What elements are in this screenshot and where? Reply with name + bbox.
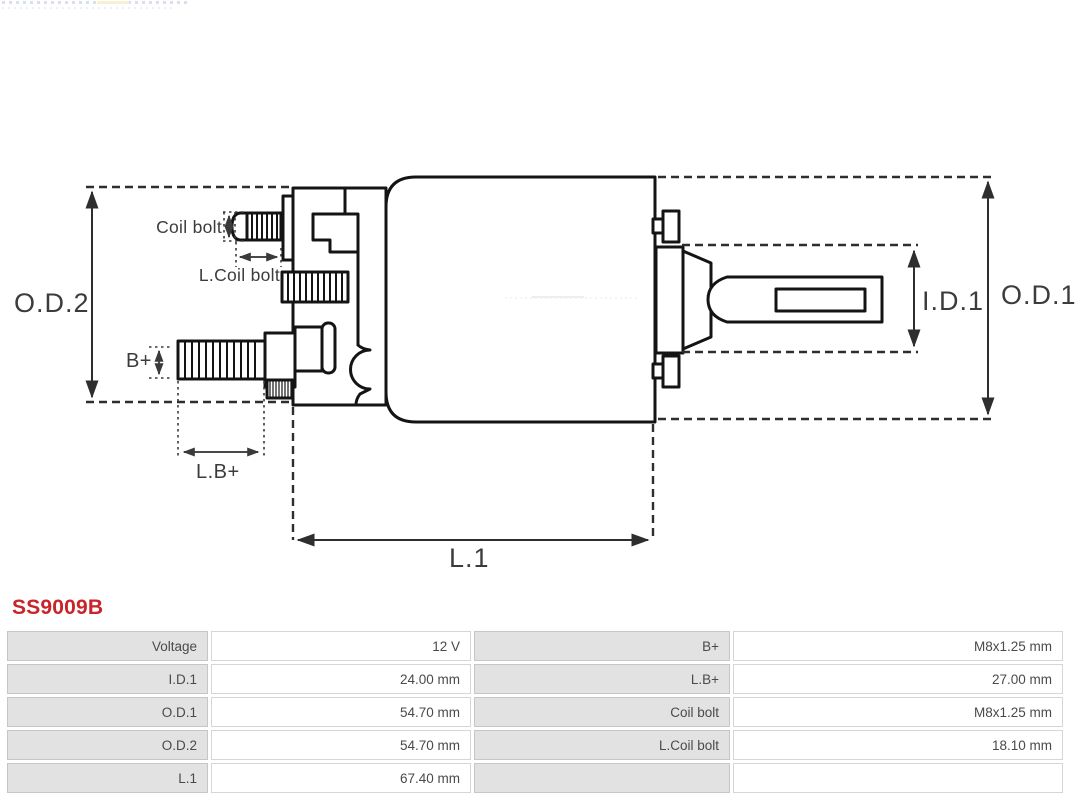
spec-value: M8x1.25 mm [733, 697, 1063, 727]
od1-label: O.D.1 [1001, 280, 1077, 310]
spec-label: I.D.1 [7, 664, 208, 694]
spec-label: L.Coil bolt [474, 730, 730, 760]
dim-b-plus [126, 347, 171, 378]
spec-table [7, 631, 1063, 793]
l1-label: L.1 [449, 543, 490, 573]
spec-value [733, 763, 1063, 793]
coil-bolt-bushing [282, 272, 348, 302]
spec-value: 54.70 mm [211, 730, 471, 760]
spec-label: L.B+ [474, 664, 730, 694]
spec-value: 18.10 mm [733, 730, 1063, 760]
spec-label: B+ [474, 631, 730, 661]
od2-label: O.D.2 [14, 288, 90, 318]
spec-label: L.1 [7, 763, 208, 793]
coil-bolt-label: Coil bolt [156, 217, 222, 237]
dim-l1 [293, 407, 653, 573]
spec-value: 27.00 mm [733, 664, 1063, 694]
coil-bolt [232, 196, 293, 260]
dim-l-b-plus [178, 381, 264, 483]
id1-label: I.D.1 [922, 286, 985, 316]
spec-label [474, 763, 730, 793]
spec-label: O.D.2 [7, 730, 208, 760]
spec-label: Voltage [7, 631, 208, 661]
spec-value: 54.70 mm [211, 697, 471, 727]
dim-l-coil-bolt [199, 242, 281, 285]
spec-label: O.D.1 [7, 697, 208, 727]
part-number: SS9009B [12, 596, 104, 619]
spec-value: 24.00 mm [211, 664, 471, 694]
l-coil-bolt-label: L.Coil bolt [198, 265, 280, 285]
spec-value: 67.40 mm [211, 763, 471, 793]
spec-label: Coil bolt [474, 697, 730, 727]
spec-value: 12 V [211, 631, 471, 661]
plunger [656, 247, 882, 353]
b-plus-label: B+ [125, 350, 152, 372]
spec-value: M8x1.25 mm [733, 631, 1063, 661]
l-b-plus-label: L.B+ [196, 461, 240, 483]
solenoid-body [386, 177, 655, 422]
